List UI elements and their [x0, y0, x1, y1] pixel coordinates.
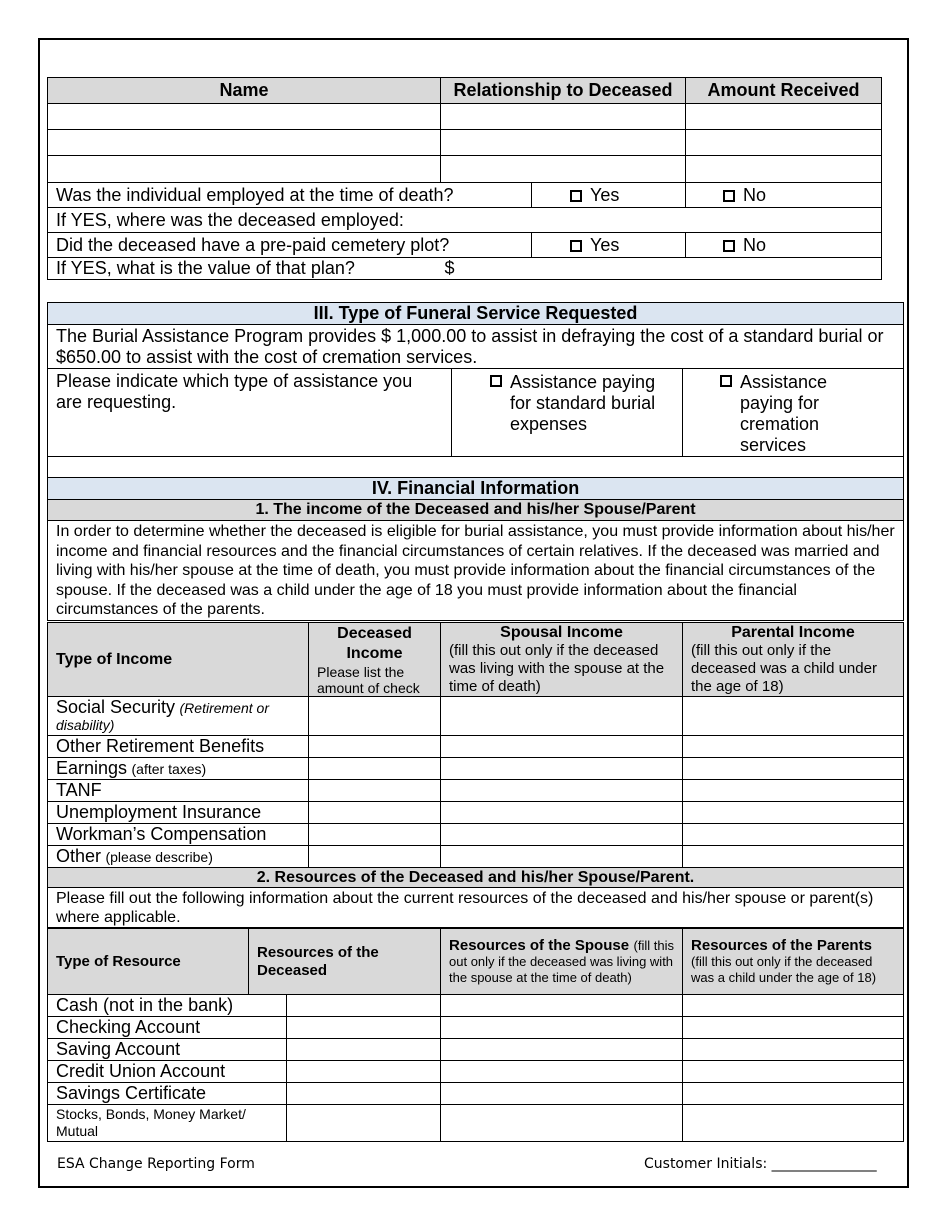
spouse-resources-header: Resources of the Spouse (fill this out only if the deceased was living with the spouse at the time of death) — [441, 929, 683, 995]
deceased-income-cell[interactable] — [309, 758, 441, 780]
parental-income-cell[interactable] — [683, 780, 904, 802]
resource-type-cell: Checking Account — [48, 1017, 287, 1039]
income-type-cell: Other (please describe) — [48, 846, 309, 868]
relationship-cell[interactable] — [441, 130, 686, 156]
table-row — [48, 802, 904, 824]
spouse-resource-cell[interactable] — [441, 1105, 683, 1142]
spousal-income-cell[interactable] — [441, 780, 683, 802]
cremation-option[interactable]: Assistance paying for cremation services — [683, 369, 904, 457]
table-row — [48, 1083, 904, 1105]
income-type-cell: Unemployment Insurance — [48, 802, 309, 824]
spousal-income-cell[interactable] — [441, 846, 683, 868]
deceased-income-cell[interactable] — [309, 736, 441, 758]
income-type-cell: TANF — [48, 780, 309, 802]
deceased-income-cell[interactable] — [309, 802, 441, 824]
parents-resource-cell[interactable] — [683, 1083, 904, 1105]
section-iii-table — [47, 302, 904, 621]
name-cell[interactable] — [48, 156, 441, 183]
parental-income-cell[interactable] — [683, 824, 904, 846]
resource-type-cell: Cash (not in the bank) — [48, 995, 287, 1017]
deceased-resource-cell[interactable] — [287, 1083, 441, 1105]
parents-resource-cell[interactable] — [683, 1017, 904, 1039]
income-type-cell: Other Retirement Benefits — [48, 736, 309, 758]
resources-subsection-title: 2. Resources of the Deceased and his/her Spouse/Parent. — [48, 868, 904, 888]
spouse-resource-cell[interactable] — [441, 1017, 683, 1039]
deceased-income-cell[interactable] — [309, 846, 441, 868]
relationship-cell[interactable] — [441, 156, 686, 183]
resources-table — [47, 928, 904, 1142]
resource-type-cell: Credit Union Account — [48, 1061, 287, 1083]
col-name-header: Name — [48, 78, 441, 104]
checkbox-icon[interactable] — [723, 240, 735, 252]
spouse-resource-cell[interactable] — [441, 1083, 683, 1105]
footer-form-name: ESA Change Reporting Form — [57, 1156, 255, 1172]
relationship-cell[interactable] — [441, 104, 686, 130]
employed-yes-option[interactable]: Yes — [532, 183, 686, 208]
parents-resource-cell[interactable] — [683, 995, 904, 1017]
customer-initials-field[interactable]: Customer Initials: _______________ — [644, 1156, 877, 1172]
deceased-income-cell[interactable] — [309, 824, 441, 846]
income-type-cell: Social Security (Retirement or disability) — [48, 697, 309, 736]
resource-type-cell: Saving Account — [48, 1039, 287, 1061]
income-type-header: Type of Income — [48, 623, 309, 697]
deceased-income-header: Deceased Income Please list the amount of check — [309, 623, 441, 697]
income-subsection-title: 1. The income of the Deceased and his/her Spouse/Parent — [48, 500, 904, 521]
amount-cell[interactable] — [686, 156, 882, 183]
spouse-resource-cell[interactable] — [441, 995, 683, 1017]
cemetery-question: Did the deceased have a pre-paid cemetery plot? — [48, 233, 532, 258]
section-iv-title: IV. Financial Information — [48, 478, 904, 500]
name-cell[interactable] — [48, 104, 441, 130]
table-row — [48, 995, 904, 1017]
spousal-income-cell[interactable] — [441, 736, 683, 758]
table-row — [48, 780, 904, 802]
table-row — [48, 1061, 904, 1083]
spacer-row — [48, 457, 904, 478]
spouse-resource-cell[interactable] — [441, 1061, 683, 1083]
spouse-resource-cell[interactable] — [441, 1039, 683, 1061]
parents-resource-cell[interactable] — [683, 1061, 904, 1083]
checkbox-icon[interactable] — [570, 190, 582, 202]
employer-field[interactable]: If YES, where was the deceased employed: — [48, 208, 882, 233]
name-cell[interactable] — [48, 130, 441, 156]
employed-question: Was the individual employed at the time of death? — [48, 183, 532, 208]
income-type-cell: Earnings (after taxes) — [48, 758, 309, 780]
resource-type-cell: Stocks, Bonds, Money Market/ Mutual — [48, 1105, 287, 1142]
table-row — [48, 846, 904, 868]
amount-cell[interactable] — [686, 104, 882, 130]
checkbox-icon[interactable] — [723, 190, 735, 202]
spousal-income-header: Spousal Income (fill this out only if the deceased was living with the spouse at the time of death) — [441, 623, 683, 697]
parental-income-header: Parental Income (fill this out only if the deceased was a child under the age of 18) — [683, 623, 904, 697]
income-table — [47, 622, 904, 928]
cemetery-yes-option[interactable]: Yes — [532, 233, 686, 258]
deceased-resources-header: Resources of the Deceased — [249, 929, 441, 995]
burial-option[interactable]: Assistance paying for standard burial expenses — [452, 369, 683, 457]
questions-table — [47, 182, 882, 280]
deceased-income-cell[interactable] — [309, 780, 441, 802]
deceased-resource-cell[interactable] — [287, 995, 441, 1017]
parental-income-cell[interactable] — [683, 802, 904, 824]
spousal-income-cell[interactable] — [441, 758, 683, 780]
amount-cell[interactable] — [686, 130, 882, 156]
plan-value-field[interactable]: If YES, what is the value of that plan? $ — [48, 258, 882, 280]
parents-resource-cell[interactable] — [683, 1039, 904, 1061]
parental-income-cell[interactable] — [683, 697, 904, 736]
assistance-type-prompt: Please indicate which type of assistance you are requesting. — [48, 369, 452, 457]
table-row — [48, 130, 882, 156]
checkbox-icon[interactable] — [570, 240, 582, 252]
deceased-resource-cell[interactable] — [287, 1017, 441, 1039]
table-row — [48, 824, 904, 846]
section-iii-intro: The Burial Assistance Program provides $ 1,000.00 to assist in defraying the cost of a standard burial or $650.00 to assist with the cost of cremation services. — [48, 325, 904, 369]
income-instructions: In order to determine whether the deceased is eligible for burial assistance, you must provide information about his/her income and financial resources and the financial circumstances of certain relatives. If the deceased was married and living with his/her spouse at the time of death, you must provide information about the financial circumstances of the spouse. If the deceased was a child under the age of 18 you must provide information about the financial circumstances of the parents. — [48, 521, 904, 621]
table-row — [48, 736, 904, 758]
resource-type-header: Type of Resource — [48, 929, 249, 995]
deceased-resource-cell[interactable] — [287, 1039, 441, 1061]
income-type-cell: Workman’s Compensation — [48, 824, 309, 846]
table-row — [48, 156, 882, 183]
recipients-table — [47, 77, 882, 183]
cemetery-no-option[interactable]: No — [686, 233, 882, 258]
employed-no-option[interactable]: No — [686, 183, 882, 208]
table-row — [48, 1017, 904, 1039]
parental-income-cell[interactable] — [683, 758, 904, 780]
checkbox-icon[interactable] — [720, 375, 732, 387]
section-iii-title: III. Type of Funeral Service Requested — [48, 303, 904, 325]
spousal-income-cell[interactable] — [441, 824, 683, 846]
deceased-resource-cell[interactable] — [287, 1105, 441, 1142]
checkbox-icon[interactable] — [490, 375, 502, 387]
resource-type-cell: Savings Certificate — [48, 1083, 287, 1105]
spousal-income-cell[interactable] — [441, 697, 683, 736]
table-row — [48, 1105, 904, 1142]
resources-instructions: Please fill out the following information about the current resources of the deceased and his/her spouse or parent(s) where applicable. — [48, 888, 904, 928]
col-relationship-header: Relationship to Deceased — [441, 78, 686, 104]
table-row — [48, 697, 904, 736]
col-amount-header: Amount Received — [686, 78, 882, 104]
parental-income-cell[interactable] — [683, 846, 904, 868]
table-row — [48, 1039, 904, 1061]
parents-resources-header: Resources of the Parents (fill this out only if the deceased was a child under the age of 18) — [683, 929, 904, 995]
parental-income-cell[interactable] — [683, 736, 904, 758]
deceased-resource-cell[interactable] — [287, 1061, 441, 1083]
parents-resource-cell[interactable] — [683, 1105, 904, 1142]
spousal-income-cell[interactable] — [441, 802, 683, 824]
table-row — [48, 758, 904, 780]
table-row — [48, 104, 882, 130]
deceased-income-cell[interactable] — [309, 697, 441, 736]
